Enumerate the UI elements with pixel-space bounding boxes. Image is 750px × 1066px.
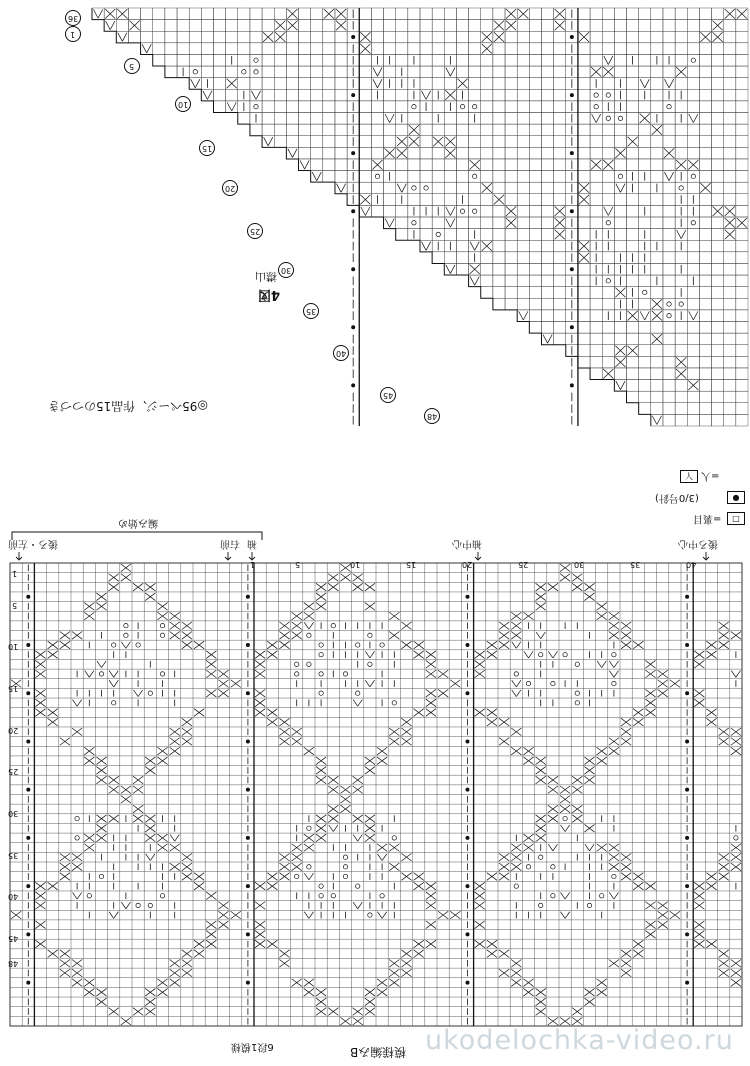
top-row-marker-1: 1 <box>65 26 81 42</box>
column-marker-arrow <box>16 552 22 560</box>
label-back-left-front: 後ろ・左前 <box>8 538 58 549</box>
stitch-number-1: 1 <box>250 560 256 569</box>
figure-sub-label: 襟山 <box>255 270 277 283</box>
row-number-35: 35 <box>8 851 19 860</box>
top-chart-grid <box>92 8 748 426</box>
top-row-marker-15: 15 <box>199 140 215 156</box>
legend-symbol-decrease: 人 <box>680 470 698 483</box>
stitch-number-25: 25 <box>518 560 529 569</box>
bottom-repeat-note: 6段1模様 <box>231 1041 274 1052</box>
bottom-chart-grid <box>10 563 742 1026</box>
row-number-30: 30 <box>8 809 19 818</box>
row-number-25: 25 <box>8 767 19 776</box>
top-row-marker-48: 48 <box>424 408 440 424</box>
row-number-5: 5 <box>12 601 18 610</box>
column-marker-arrow <box>475 552 481 560</box>
bottom-chart-caption: 模様編みB <box>350 1045 407 1059</box>
row-number-40: 40 <box>8 892 19 901</box>
bracket-label: 編み始め <box>118 517 158 528</box>
stitch-number-20: 20 <box>462 560 473 569</box>
top-row-marker-35: 35 <box>303 303 319 319</box>
stitch-number-40: 40 <box>686 560 697 569</box>
watermark-text: ukodelochka-video.ru <box>425 1025 734 1056</box>
legend-text-purl: =裏目 <box>693 513 722 524</box>
legend-text-decrease: =人 <box>701 470 720 481</box>
row-number-1: 1 <box>12 569 18 578</box>
top-row-marker-40: 40 <box>333 345 349 361</box>
row-number-15: 15 <box>8 684 19 693</box>
top-chart-title: ◎95ページ、作品15のつづき <box>48 399 208 413</box>
stitch-number-35: 35 <box>630 560 641 569</box>
stitch-number-15: 15 <box>406 560 417 569</box>
row-number-48: 48 <box>8 959 19 968</box>
top-row-marker-30: 30 <box>278 262 294 278</box>
row-number-10: 10 <box>8 642 19 651</box>
figure-label: 4図 <box>258 287 281 302</box>
top-row-marker-45: 45 <box>380 387 396 403</box>
stitch-number-30: 30 <box>574 560 585 569</box>
top-row-marker-10: 10 <box>175 96 191 112</box>
label-sleeve: 袖 <box>247 538 257 549</box>
row-number-20: 20 <box>8 726 19 735</box>
top-row-marker-25: 25 <box>247 223 263 239</box>
legend-symbol-purl: □ <box>727 512 745 525</box>
legend-symbol-bobble: ● <box>727 491 745 504</box>
label-back-center: 後ろ中心 <box>678 538 718 549</box>
legend-text-bobble: (3/0号針) <box>655 492 699 503</box>
top-row-marker-36: 36 <box>65 10 81 26</box>
stitch-number-10: 10 <box>350 560 361 569</box>
label-right-front: 右前 <box>220 538 240 549</box>
top-chart-symbols <box>94 9 748 425</box>
row-number-45: 45 <box>8 934 19 943</box>
column-marker-arrow <box>225 552 231 560</box>
top-row-marker-5: 5 <box>124 58 140 74</box>
label-sleeve-center: 袖中心 <box>452 538 482 549</box>
top-row-marker-20: 20 <box>222 180 238 196</box>
stitch-number-5: 5 <box>295 560 301 569</box>
column-marker-arrow <box>703 552 709 560</box>
